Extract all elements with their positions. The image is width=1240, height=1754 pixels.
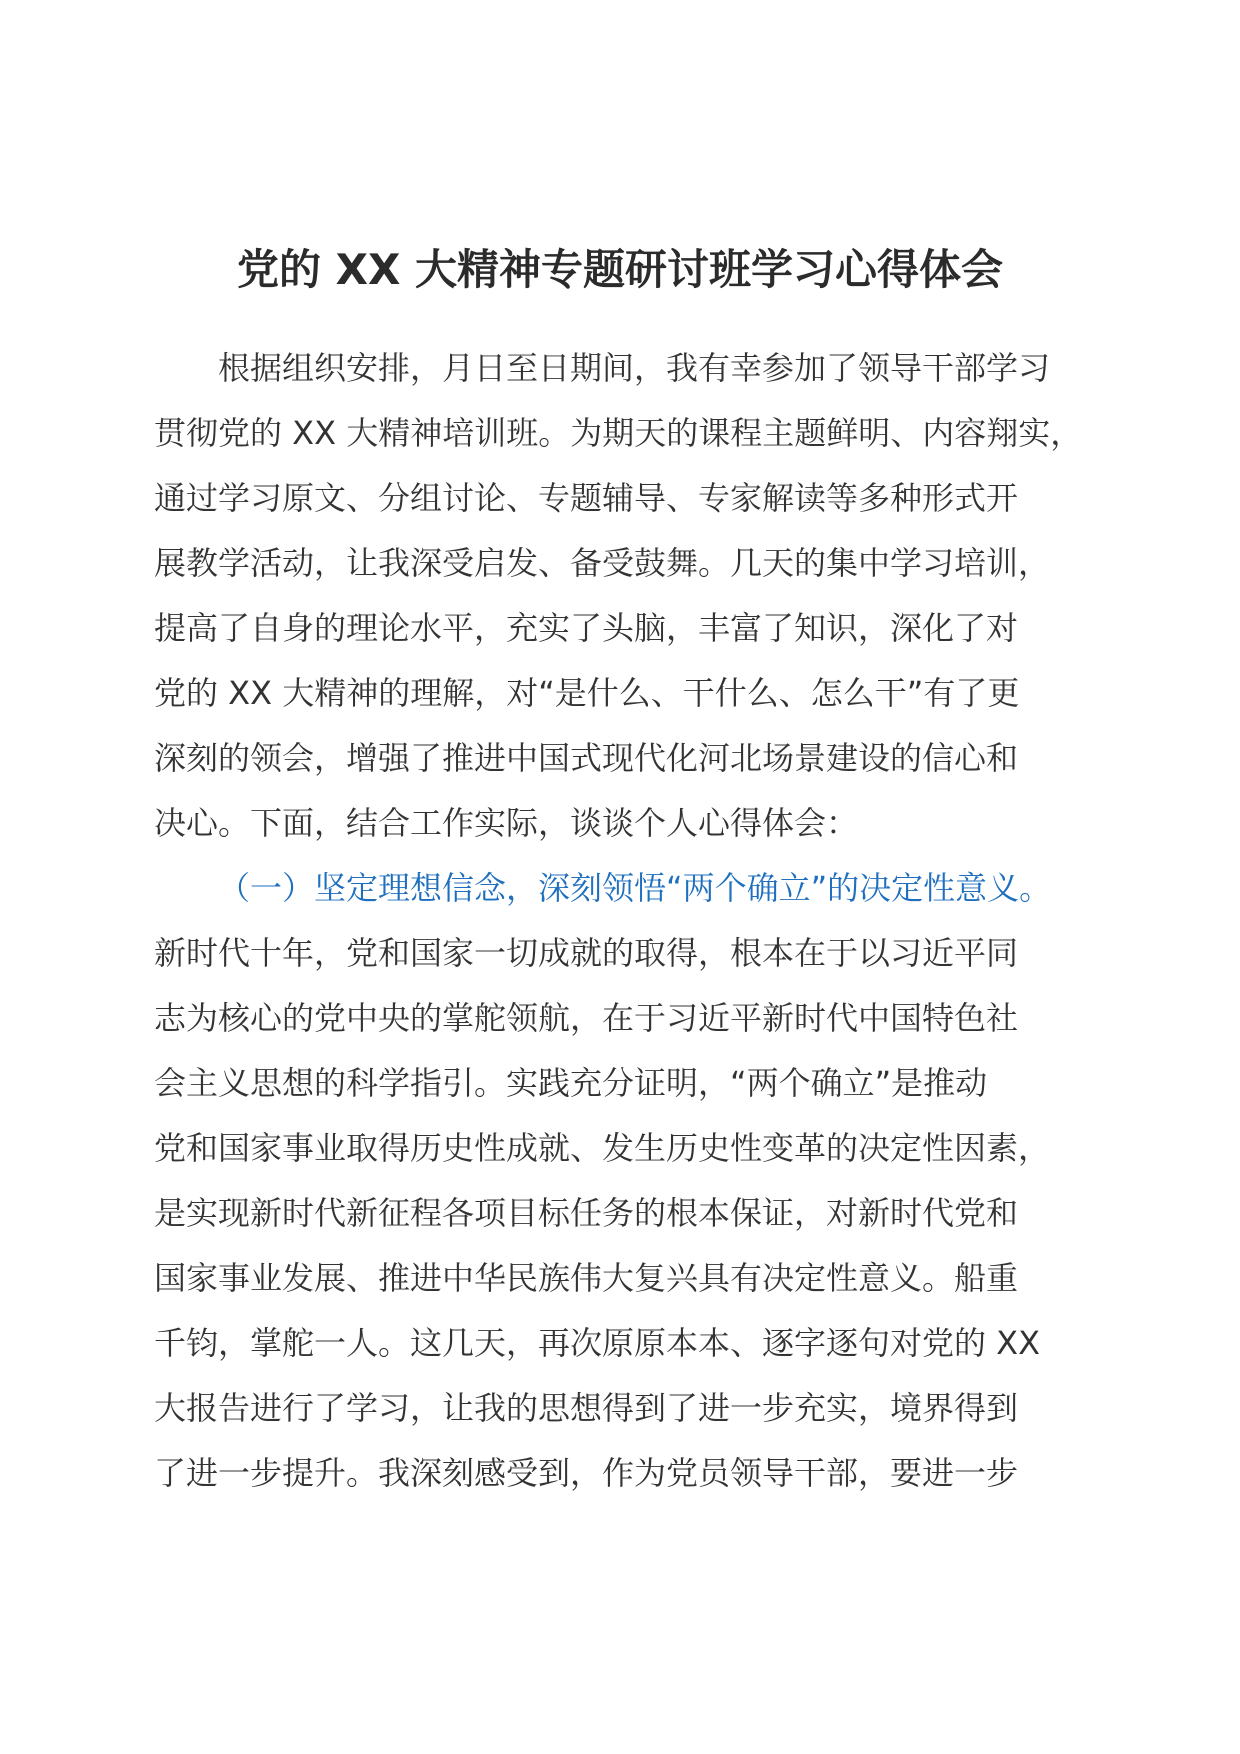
paragraph-line: 通过学习原文、分组讨论、专题辅导、专家解读等多种形式开 <box>154 479 1019 517</box>
paragraph-line: 决心。下面，结合工作实际，谈谈个人心得体会： <box>154 804 859 842</box>
paragraph-line: 国家事业发展、推进中华民族伟大复兴具有决定性意义。船重 <box>154 1259 1019 1297</box>
paragraph-line: 展教学活动，让我深受启发、备受鼓舞。几天的集中学习培训， <box>154 544 1051 582</box>
paragraph-line: 千钧，掌舵一人。这几天，再次原原本本、逐字逐句对党的 XX <box>154 1324 1041 1362</box>
paragraph-line: 党和国家事业取得历史性成就、发生历史性变革的决定性因素， <box>154 1129 1051 1167</box>
paragraph-line: 大报告进行了学习，让我的思想得到了进一步充实，境界得到 <box>154 1389 1019 1427</box>
section-heading: （一）坚定理想信念，深刻领悟“两个确立”的决定性意义。 <box>218 869 1052 907</box>
paragraph-line: 提高了自身的理论水平，充实了头脑，丰富了知识，深化了对 <box>154 609 1019 647</box>
paragraph-line: 根据组织安排，月日至日期间，我有幸参加了领导干部学习 <box>218 349 1051 387</box>
paragraph-line: 是实现新时代新征程各项目标任务的根本保证，对新时代党和 <box>154 1194 1019 1232</box>
document-body <box>154 336 1094 1506</box>
paragraph-line: 会主义思想的科学指引。实践充分证明，“两个确立”是推动 <box>154 1064 988 1102</box>
paragraph-line: 了进一步提升。我深刻感受到，作为党员领导干部，要进一步 <box>154 1454 1019 1492</box>
paragraph-line: 新时代十年，党和国家一切成就的取得，根本在于以习近平同 <box>154 934 1019 972</box>
paragraph-line: 贯彻党的 XX 大精神培训班。为期天的课程主题鲜明、内容翔实， <box>154 414 1083 452</box>
paragraph-line: 志为核心的党中央的掌舵领航，在于习近平新时代中国特色社 <box>154 999 1019 1037</box>
document-title: 党的 XX 大精神专题研讨班学习心得体会 <box>236 245 1003 294</box>
paragraph-line: 深刻的领会，增强了推进中国式现代化河北场景建设的信心和 <box>154 739 1019 777</box>
paragraph-line: 党的 XX 大精神的理解，对“是什么、干什么、怎么干”有了更 <box>154 674 1020 712</box>
